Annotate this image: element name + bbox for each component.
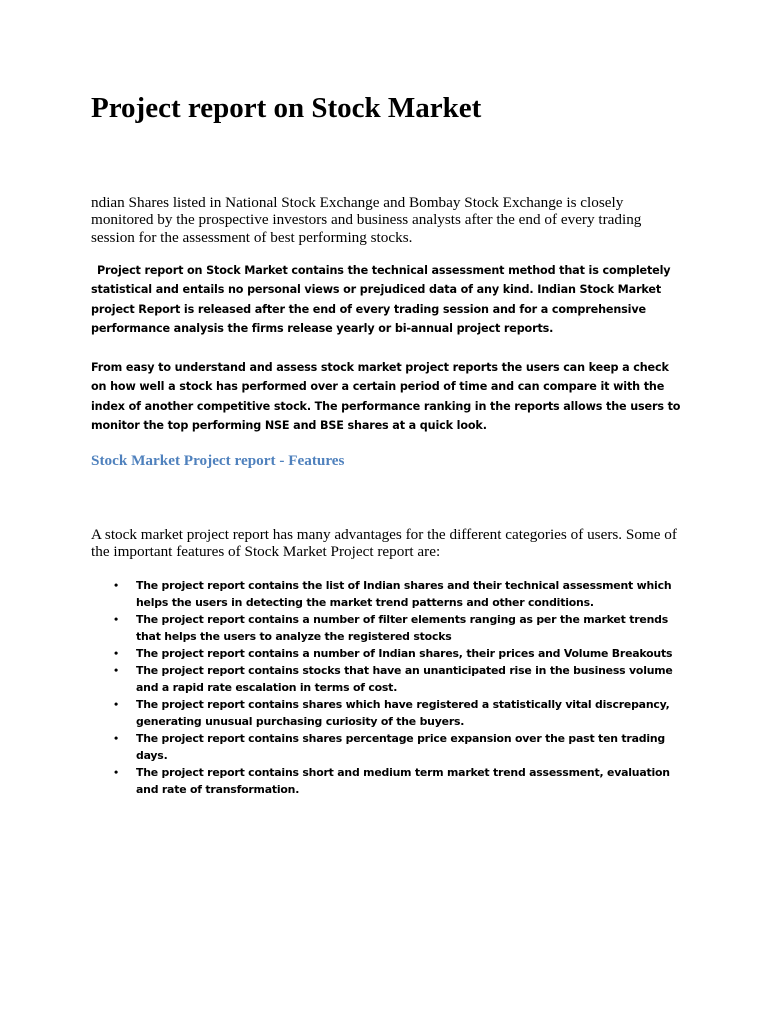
list-item — [91, 662, 681, 696]
features-heading: Stock Market Project report - Features — [91, 452, 345, 469]
body-paragraph-ranking: From easy to understand and assess stock market project reports the users can keep a check on how well a stock has performed over a certain period of time and can compare it with the index of another competitive stock. The performance ranking in the reports allows the users to monitor the top performing NSE and BSE shares at a quick look. — [91, 361, 681, 433]
bullet-icon: • — [114, 765, 119, 779]
features-list — [91, 577, 681, 798]
list-item-text: The project report contains shares percentage price expansion over the past ten trading days. — [136, 732, 665, 762]
list-item — [91, 764, 681, 798]
list-item-text: The project report contains the list of Indian shares and their technical assessment which helps the users in detecting the market trend patterns and other conditions. — [136, 579, 672, 609]
list-item-text: The project report contains shares which have registered a statistically vital discrepancy, generating unusual purchasing curiosity of the buyers. — [136, 698, 670, 728]
bullet-icon: • — [114, 612, 119, 626]
body-paragraph-method: Project report on Stock Market contains the technical assessment method that is completely statistical and entails no personal views or prejudiced data of any kind. Indian Stock Market project Report is released after the end of every trading session and for a comprehensive performance analysis the firms release yearly or bi-annual project reports. — [91, 264, 671, 336]
page-title: Project report on Stock Market — [91, 92, 482, 124]
list-item — [91, 611, 681, 645]
list-item-text: The project report contains stocks that have an unanticipated rise in the business volume and a rapid rate escalation in terms of cost. — [136, 664, 673, 694]
list-item-text: The project report contains short and medium term market trend assessment, evaluation and rate of transformation. — [136, 766, 670, 796]
bullet-icon: • — [114, 663, 119, 677]
list-item — [91, 696, 681, 730]
bullet-icon: • — [114, 697, 119, 711]
list-item-text: The project report contains a number of Indian shares, their prices and Volume Breakouts — [136, 647, 673, 660]
intro-paragraph: ndian Shares listed in National Stock Exchange and Bombay Stock Exchange is closely monitored by the prospective investors and business analysts after the end of every trading session for the assessment of best performing stocks. — [91, 194, 642, 246]
bullet-icon: • — [114, 578, 119, 592]
list-item — [91, 645, 681, 662]
features-intro-paragraph: A stock market project report has many advantages for the different categories of users. Some of the important features of Stock Market Project report are: — [91, 526, 677, 561]
list-item-text: The project report contains a number of filter elements ranging as per the market trends that helps the users to analyze the registered stocks — [136, 613, 669, 643]
bullet-icon: • — [114, 731, 119, 745]
list-item — [91, 577, 681, 611]
list-item — [91, 730, 681, 764]
bullet-icon: • — [114, 646, 119, 660]
